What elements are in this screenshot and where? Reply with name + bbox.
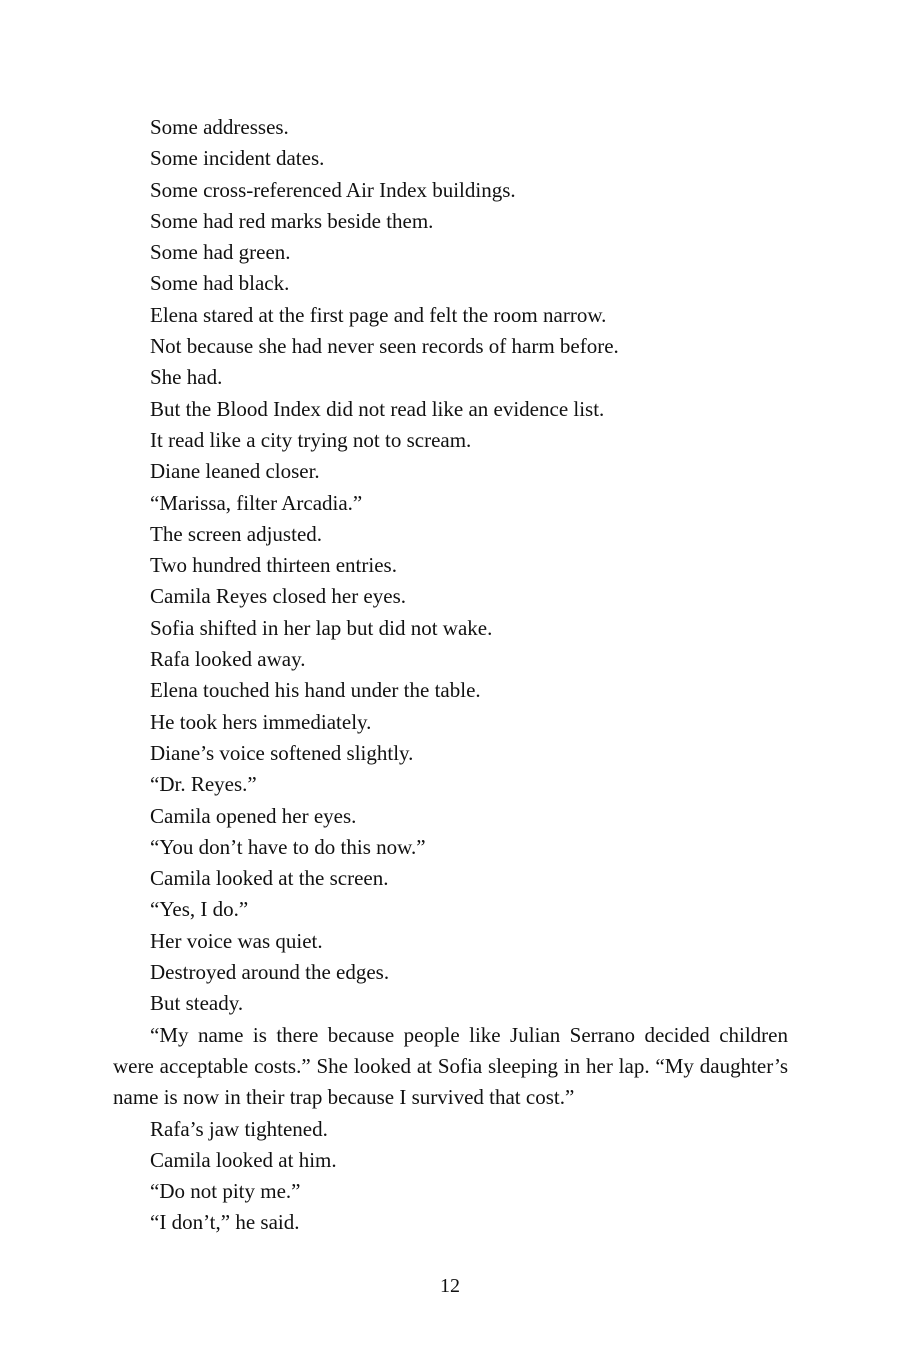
paragraph: “I don’t,” he said.	[150, 1210, 300, 1235]
paragraph: Some had green.	[150, 240, 291, 265]
paragraph: Camila opened her eyes.	[150, 803, 357, 828]
paragraph: “You don’t have to do this now.”	[150, 834, 426, 859]
paragraph: Some had black.	[150, 271, 290, 296]
paragraph: Diane’s voice softened slightly.	[150, 740, 414, 765]
paragraph: It read like a city trying not to scream.	[150, 427, 472, 452]
paragraph: Sofia shifted in her lap but did not wake.	[150, 615, 493, 640]
paragraph: The screen adjusted.	[150, 521, 323, 546]
page-number: 12	[440, 1275, 460, 1297]
paragraph: Diane leaned closer.	[150, 459, 320, 484]
paragraph: Camila Reyes closed her eyes.	[150, 584, 406, 609]
paragraph: “Yes, I do.”	[150, 897, 249, 922]
paragraph: Rafa’s jaw tightened.	[150, 1116, 328, 1141]
paragraph: But the Blood Index did not read like an evidence list.	[150, 396, 605, 421]
paragraph: Destroyed around the edges.	[150, 960, 390, 985]
paragraph: Rafa looked away.	[150, 647, 306, 672]
paragraph: But steady.	[150, 991, 244, 1016]
page-body-text	[113, 112, 788, 1239]
paragraph: Camila looked at the screen.	[150, 866, 389, 891]
paragraph: Elena touched his hand under the table.	[150, 678, 481, 703]
paragraph: Her voice was quiet.	[150, 928, 323, 953]
paragraph: Some incident dates.	[150, 146, 325, 171]
paragraph: “Dr. Reyes.”	[150, 772, 257, 797]
paragraph: She had.	[150, 365, 223, 390]
paragraph: Not because she had never seen records of harm before.	[150, 334, 619, 359]
paragraph: Some had red marks beside them.	[150, 208, 434, 233]
paragraph: “Do not pity me.”	[150, 1179, 301, 1204]
paragraph: Camila looked at him.	[150, 1147, 337, 1172]
paragraph: Some addresses.	[150, 115, 289, 139]
paragraph: He took hers immediately.	[150, 709, 372, 734]
paragraph: “Marissa, filter Arcadia.”	[150, 490, 363, 515]
paragraph: Some cross-referenced Air Index buildings.	[150, 177, 516, 202]
paragraph: Two hundred thirteen entries.	[150, 553, 397, 578]
paragraph: Elena stared at the first page and felt the room narrow.	[150, 302, 607, 327]
paragraph: “My name is there because people like Julian Serrano decided children were acceptable costs.” She looked at Sofia sleeping in her lap. “My daughter’s name is now in their trap because I survived that cost.”	[113, 1022, 788, 1110]
